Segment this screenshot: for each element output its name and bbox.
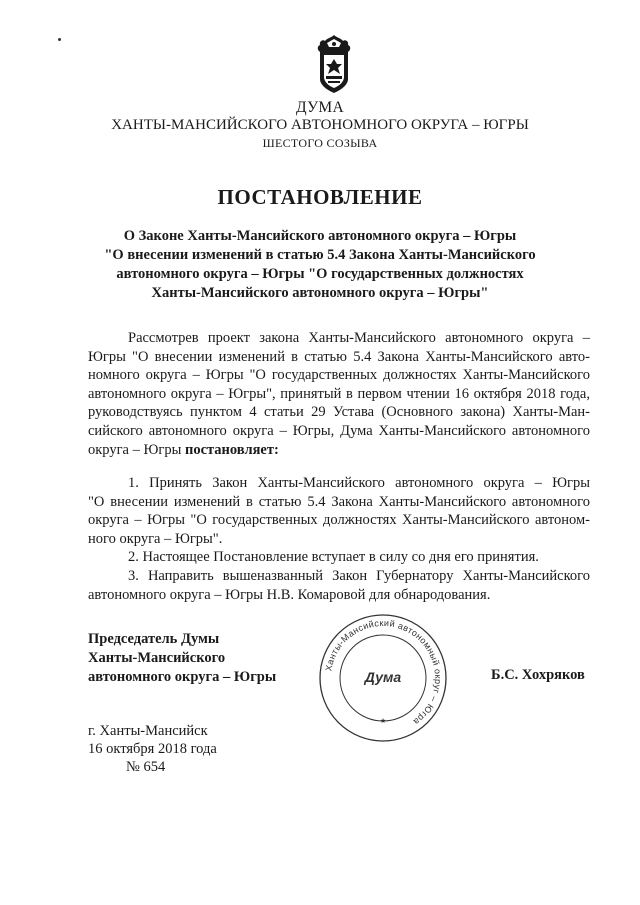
document-title: ПОСТАНОВЛЕНИЕ	[217, 185, 423, 209]
document-subject	[80, 227, 560, 303]
subject-line: Ханты-Мансийского автономного округа – Югры"	[151, 285, 489, 301]
document-number: № 654	[126, 759, 166, 775]
preamble-line: руководствуясь пунктом 4 статьи 29 Устава (Основного закона) Ханты-Ман-	[88, 404, 590, 421]
subject-line: автономного округа – Югры "О государственных должностях	[116, 266, 524, 282]
preamble-line: автономного округа – Югры", принятый в первом чтении 16 октября 2018 года,	[88, 385, 590, 402]
position-line: Ханты-Мансийского	[88, 650, 226, 666]
document-date: 16 октября 2018 года	[88, 741, 217, 757]
position-line: автономного округа – Югры	[88, 669, 277, 685]
subject-line: О Законе Ханты-Мансийского автономного округа – Югры	[123, 228, 517, 244]
item-line: ного округа – Югры".	[88, 530, 223, 547]
org-name: ДУМА	[296, 99, 344, 116]
coat-of-arms-icon	[311, 33, 357, 95]
stamp-ring-text: Ханты-Мансийский автономный округ – Югра	[323, 617, 444, 728]
place-and-date	[88, 722, 217, 776]
preamble-line: сийского автономного округа – Югры, Дума Ханты-Мансийского автономного	[88, 422, 590, 439]
stamp-star-icon: ★	[379, 717, 387, 725]
item-line: автономного округа – Югры Н.В. Комаровой для обнародования.	[88, 586, 491, 603]
official-stamp	[317, 612, 449, 744]
item-line: 3. Направить вышеназванный Закон Губернатору Ханты-Мансийского	[128, 567, 590, 584]
city: г. Ханты-Мансийск	[88, 723, 208, 739]
signatory-position	[88, 630, 276, 687]
position-line: Председатель Думы	[88, 631, 220, 647]
convocation: ШЕСТОГО СОЗЫВА	[262, 136, 378, 150]
preamble-line: Югры "О внесении изменений в статью 5.4 Закона Ханты-Мансийского авто-	[88, 348, 590, 365]
preamble-line: номного округа – Югры "О государственных должностях Ханты-Мансийского	[88, 367, 590, 384]
item-line: округа – Югры "О государственных должностях Ханты-Мансийского автоном-	[88, 512, 590, 529]
items-paragraph	[88, 474, 590, 604]
preamble-line-last	[88, 441, 590, 460]
item-line: "О внесении изменений в статью 5.4 Закона Ханты-Мансийского автономного	[88, 493, 590, 510]
subject-line: "О внесении изменений в статью 5.4 Закона Ханты-Мансийского	[104, 247, 536, 263]
signatory-name: Б.С. Хохряков	[491, 667, 585, 683]
preamble-paragraph	[88, 329, 590, 459]
item-line: 1. Принять Закон Ханты-Мансийского автономного округа – Югры	[128, 475, 590, 491]
stamp-center-text: Дума	[364, 669, 402, 685]
decides-word: постановляет:	[184, 441, 279, 458]
preamble-line: округа – Югры	[88, 441, 182, 458]
item-line: 2. Настоящее Постановление вступает в силу со дня его принятия.	[128, 549, 539, 566]
scan-dot	[58, 38, 61, 41]
preamble-line: Рассмотрев проект закона Ханты-Мансийского автономного округа –	[128, 330, 590, 346]
region-name: ХАНТЫ-МАНСИЙСКОГО АВТОНОМНОГО ОКРУГА – ЮГРЫ	[111, 117, 529, 133]
